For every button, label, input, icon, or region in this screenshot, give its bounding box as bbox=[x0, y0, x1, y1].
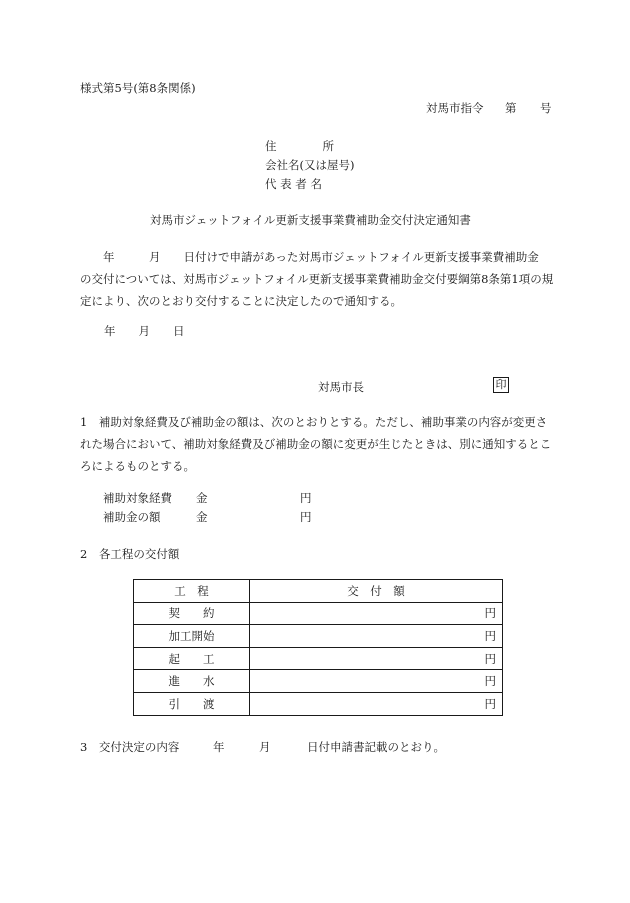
amount-kin: 金 bbox=[196, 510, 208, 524]
doc-number-issuer: 対馬市指令 bbox=[426, 101, 484, 115]
representative-label: 代 表 者 名 bbox=[265, 177, 322, 191]
amount-yen: 円 bbox=[300, 491, 312, 505]
amount-label-eligible-cost: 補助対象経費 bbox=[103, 491, 172, 505]
header-process: 工 程 bbox=[134, 580, 250, 603]
amount-label-grant: 補助金の額 bbox=[103, 510, 161, 524]
allocation-table bbox=[133, 579, 503, 716]
table-row bbox=[134, 670, 503, 693]
company-label: 会社名(又は屋号) bbox=[265, 158, 355, 172]
table-header-row bbox=[134, 580, 503, 603]
body-line: 定により、次のとおり交付することに決定したので通知する。 bbox=[80, 294, 402, 308]
body-line: の交付については、対馬市ジェットフォイル更新支援事業費補助金交付要綱第8条第1項の規 bbox=[80, 272, 554, 286]
amount-kin: 金 bbox=[196, 491, 208, 505]
section-1 bbox=[80, 411, 552, 477]
form-label: 様式第5号(第8条関係) bbox=[80, 81, 196, 95]
table-row bbox=[134, 647, 503, 670]
section-2-heading: 2 各工程の交付額 bbox=[80, 547, 180, 561]
process-cell: 加工開始 bbox=[134, 625, 250, 648]
address-label: 住 所 bbox=[265, 139, 334, 153]
process-cell: 起 工 bbox=[134, 647, 250, 670]
doc-number-dai: 第 bbox=[505, 101, 517, 115]
amount-cell: 円 bbox=[250, 670, 503, 693]
amount-cell: 円 bbox=[250, 647, 503, 670]
section-3-month: 月 bbox=[259, 740, 271, 754]
process-cell: 契 約 bbox=[134, 602, 250, 625]
header-amount: 交 付 額 bbox=[250, 580, 503, 603]
amount-cell: 円 bbox=[250, 692, 503, 715]
signer-title: 対馬市長 bbox=[318, 380, 364, 394]
section-3-suffix: 日付申請書記載のとおり。 bbox=[307, 740, 445, 754]
body-line: 年 月 日付けで申請があった対馬市ジェットフォイル更新支援事業費補助金 bbox=[80, 250, 539, 264]
section-1-line: れた場合において、補助対象経費及び補助金の額に変更が生じたときは、別に通知するとこ bbox=[80, 437, 552, 451]
table-row bbox=[134, 602, 503, 625]
process-cell: 進 水 bbox=[134, 670, 250, 693]
table-row bbox=[134, 692, 503, 715]
section-3-year: 年 bbox=[213, 740, 225, 754]
doc-number-go: 号 bbox=[540, 101, 552, 115]
section-1-line: 1 補助対象経費及び補助金の額は、次のとおりとする。ただし、補助事業の内容が変更さ bbox=[80, 415, 548, 429]
seal-mark: 印 bbox=[493, 377, 509, 393]
section-3-label: 3 交付決定の内容 bbox=[80, 740, 180, 754]
amount-yen: 円 bbox=[300, 510, 312, 524]
body-paragraph bbox=[80, 246, 552, 312]
process-cell: 引 渡 bbox=[134, 692, 250, 715]
seal-stamp bbox=[493, 377, 509, 393]
document-title: 対馬市ジェットフォイル更新支援事業費補助金交付決定通知書 bbox=[150, 213, 471, 227]
section-1-line: ろによるものとする。 bbox=[80, 459, 195, 473]
amount-cell: 円 bbox=[250, 602, 503, 625]
issue-date: 年 月 日 bbox=[104, 324, 185, 338]
amount-cell: 円 bbox=[250, 625, 503, 648]
table-row bbox=[134, 625, 503, 648]
